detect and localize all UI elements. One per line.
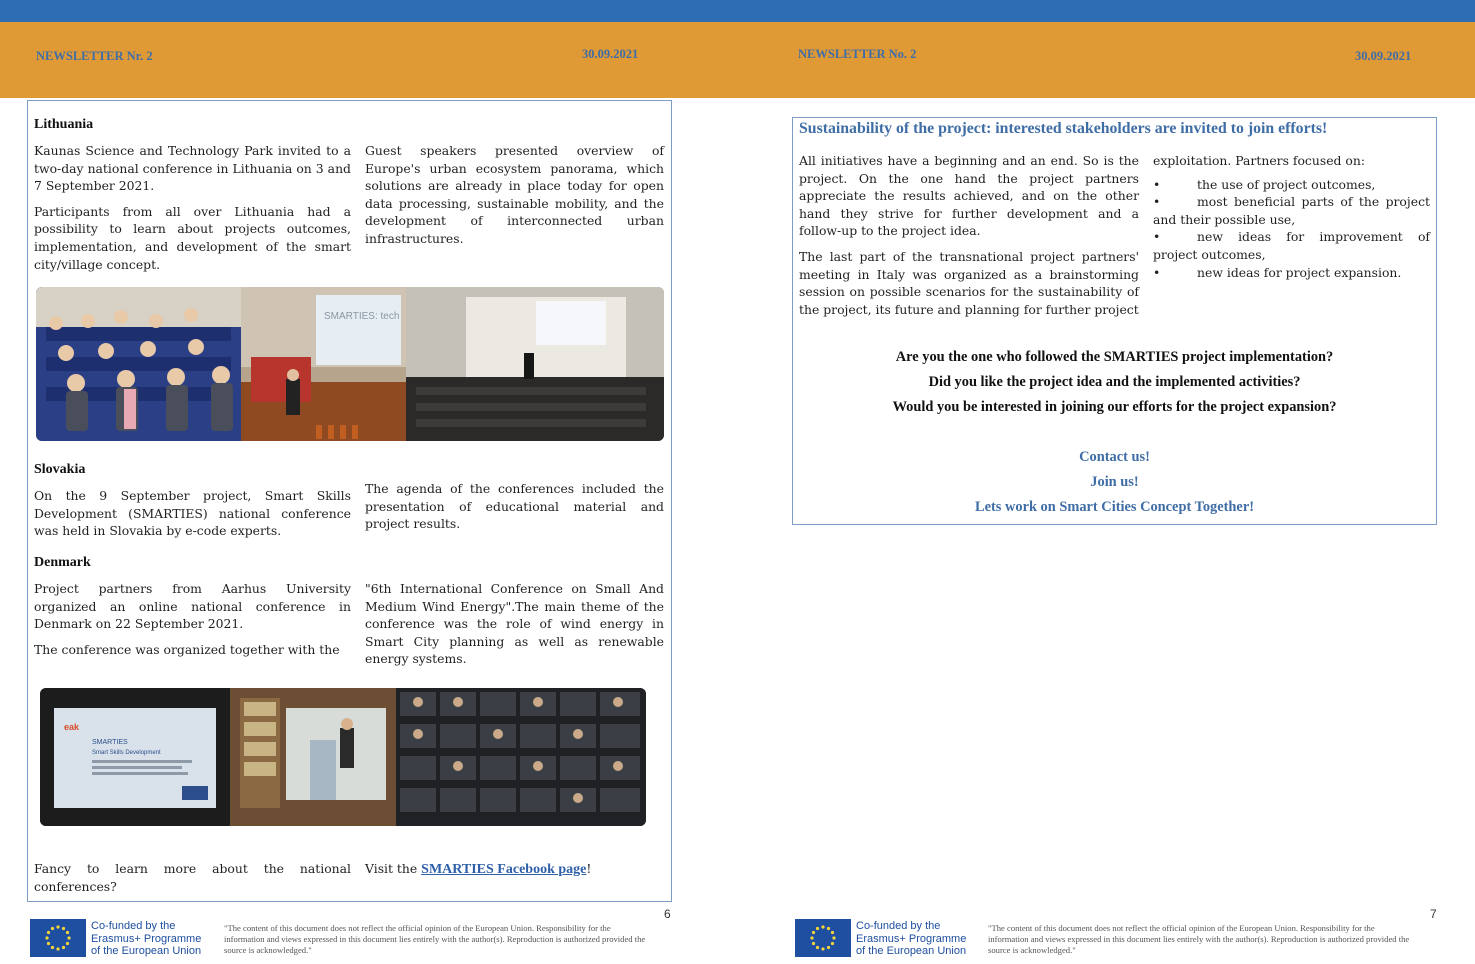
paragraph: Participants from all over Lithuania had a possibility to learn about projects outcomes, implementation, and development of the smart city/village concept. xyxy=(34,203,351,272)
paragraph: "6th International Conference on Small And Medium Wind Energy".The main theme of the conference was the role of wind energy in Smart City planning as well as renewable energy systems. xyxy=(365,581,664,667)
slide-title: SMARTIES xyxy=(92,739,128,746)
denmark-column-1 xyxy=(34,580,351,666)
question-2: Did you like the project idea and the implemented activities? xyxy=(928,374,1301,390)
paragraph: The last part of the transnational project partners' meeting in Italy was organized as a brainstorming session on possible scenarios for the sustainability of the project, its future and planning for further project xyxy=(799,248,1139,317)
section-heading-denmark: Denmark xyxy=(34,555,91,570)
section-title: Sustainability of the project: interested stakeholders are invited to join efforts! xyxy=(799,120,1328,137)
disclaimer-text: "The content of this document does not reflect the official opinion of the European Union. Responsibility for the information and views expressed in this document lies entirely with the author(s). Reproduction is authorized provided the source is acknowledged." xyxy=(988,923,1410,955)
paragraph: Project partners from Aarhus University organized an online national conference in Denmark on 22 September 2021. xyxy=(34,581,351,632)
page-number: 7 xyxy=(1430,907,1437,921)
disclaimer-text: "The content of this document does not reflect the official opinion of the European Union. Responsibility for the information and views expressed in this document lies entirely with the author(s). Reproduction is authorized provided the source is acknowledged." xyxy=(224,923,646,955)
closing-question: Fancy to learn more about the national conferences? xyxy=(34,861,351,894)
newsletter-label: NEWSLETTER Nr. 2 xyxy=(36,49,153,63)
paragraph: Kaunas Science and Technology Park invited to a two-day national conference in Lithuania on 3 and 7 September 2021. xyxy=(34,143,351,194)
online-conference-image xyxy=(40,688,646,826)
section-heading-slovakia: Slovakia xyxy=(34,462,86,477)
header-top-bar xyxy=(0,0,736,22)
lithuania-conference-photo xyxy=(36,287,664,441)
paragraph: The agenda of the conferences included the presentation of educational material and project results. xyxy=(365,481,664,532)
cofunded-line: Erasmus+ Programme xyxy=(91,932,202,945)
newsletter-date: 30.09.2021 xyxy=(1355,49,1412,63)
exclamation: ! xyxy=(586,861,592,876)
list-item-text: most beneficial parts of the project and their possible use, xyxy=(1153,194,1430,227)
smart-cities-callout: Lets work on Smart Cities Concept Together! xyxy=(975,499,1254,515)
join-us-callout: Join us! xyxy=(1090,474,1139,490)
visit-text: Visit the xyxy=(365,861,422,876)
cofunded-line: Co-funded by the xyxy=(856,920,941,932)
contact-us-callout: Contact us! xyxy=(1079,449,1150,465)
list-item: • new ideas for project expansion. xyxy=(1153,264,1402,280)
page-7 xyxy=(736,0,1475,964)
cofunded-line: of the European Union xyxy=(91,945,202,958)
question-1: Are you the one who followed the SMARTIES project implementation? xyxy=(895,349,1334,365)
svg-text:eak: eak xyxy=(64,722,80,732)
closing-link-line xyxy=(365,860,664,879)
eu-stars-icon xyxy=(795,919,851,957)
facebook-page-link[interactable]: SMARTIES Facebook page xyxy=(421,862,587,877)
denmark-column-2 xyxy=(365,580,664,676)
focus-list xyxy=(1153,176,1430,282)
eu-flag-logo xyxy=(795,919,851,957)
eu-flag-logo xyxy=(30,919,86,957)
cofunded-line: of the European Union xyxy=(856,945,967,958)
list-item-text: new ideas for project expansion. xyxy=(1197,264,1402,280)
page-number: 6 xyxy=(664,907,671,921)
list-item: • the use of project outcomes, xyxy=(1153,176,1376,192)
slovakia-column-1 xyxy=(34,487,351,548)
sustainability-column-1 xyxy=(799,152,1139,326)
list-item-text: the use of project outcomes, xyxy=(1197,176,1376,192)
cofunded-text xyxy=(91,920,201,958)
paragraph: exploitation. Partners focused on: xyxy=(1153,153,1366,168)
paragraph: On the 9 September project, Smart Skills Development (SMARTIES) national conference was held in Slovakia by e-code experts. xyxy=(34,488,351,539)
paragraph: All initiatives have a beginning and an end. So is the project. On the one hand the project partners appreciate the results achieved, and on the other hand they strive for further development and a follow-up to the project idea. xyxy=(799,153,1139,239)
section-heading-lithuania: Lithuania xyxy=(34,117,94,132)
newsletter-date: 30.09.2021 xyxy=(582,47,639,61)
header-top-bar xyxy=(736,0,1475,22)
list-item-text: new ideas for improvement of project outcomes, xyxy=(1153,229,1430,262)
newsletter-label: NEWSLETTER No. 2 xyxy=(798,47,917,61)
page-6 xyxy=(0,0,736,964)
question-3: Would you be interested in joining our efforts for the project expansion? xyxy=(892,399,1337,415)
paragraph: The conference was organized together with the xyxy=(34,641,340,657)
slide-subtitle: Smart Skills Development xyxy=(92,750,161,756)
denmark-conference-photo xyxy=(40,688,646,826)
lithuania-column-1 xyxy=(34,142,351,281)
slide-text: SMARTIES: tech xyxy=(324,311,400,322)
conference-photo-image xyxy=(36,287,664,441)
paragraph: Guest speakers presented overview of Europe's urban ecosystem panorama, which solutions are already in place today for open data processing, sustainable mobility, and the development of interconnected urban infrastructures. xyxy=(365,143,664,246)
list-item: • most beneficial parts of the project and their possible use, xyxy=(1153,194,1430,227)
list-item: • new ideas for improvement of project outcomes, xyxy=(1153,229,1430,262)
cofunded-line: Co-funded by the xyxy=(91,920,176,932)
cofunded-text xyxy=(856,920,966,958)
slovakia-column-2 xyxy=(365,480,664,541)
lithuania-column-2 xyxy=(365,142,664,256)
eu-stars-icon xyxy=(30,919,86,957)
cofunded-line: Erasmus+ Programme xyxy=(856,932,967,945)
sustainability-column-2 xyxy=(1153,152,1430,281)
